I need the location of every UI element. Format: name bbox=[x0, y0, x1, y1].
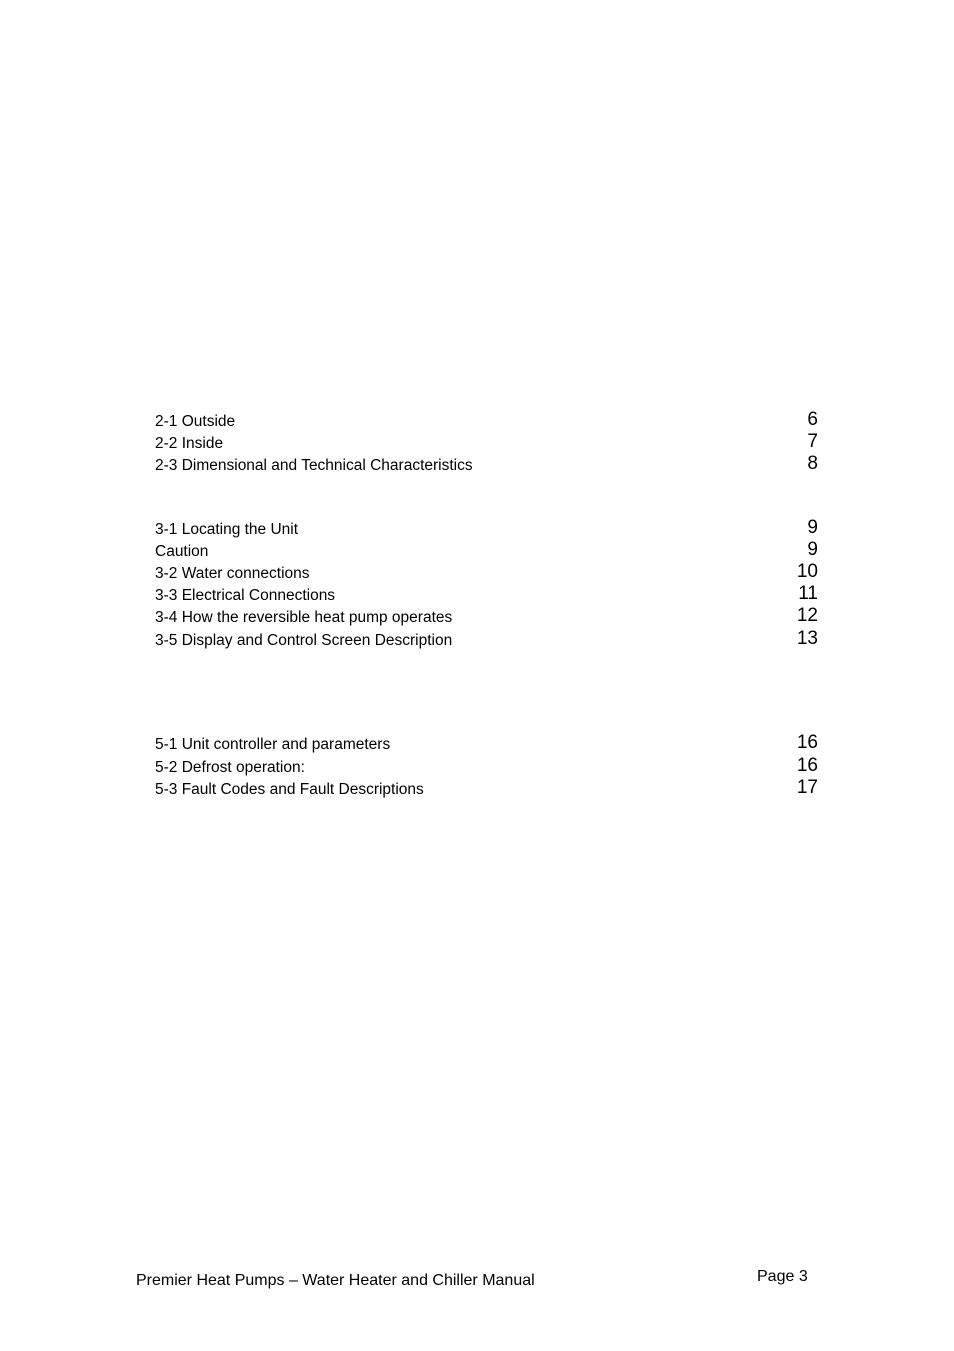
toc-entry-page: 10 bbox=[796, 561, 818, 582]
toc-entry[interactable] bbox=[155, 583, 818, 605]
footer-page-number: Page 3 bbox=[757, 1268, 808, 1285]
toc-entry-page: 13 bbox=[796, 628, 818, 649]
toc-entry-page: 7 bbox=[807, 431, 818, 452]
toc-entry-title: 3-2 Water connections bbox=[155, 565, 310, 582]
toc-entry-title: 3-5 Display and Control Screen Description bbox=[155, 632, 453, 649]
toc-entry[interactable] bbox=[155, 453, 818, 475]
toc-entry[interactable] bbox=[155, 605, 818, 627]
toc-entry-title: 5-2 Defrost operation: bbox=[155, 759, 305, 776]
toc-entry[interactable] bbox=[155, 431, 818, 453]
toc-entry-page: 11 bbox=[798, 583, 818, 604]
toc-entry-title: 3-3 Electrical Connections bbox=[155, 587, 336, 604]
toc-entry-page: 9 bbox=[807, 517, 818, 538]
toc-entry-title: Caution bbox=[155, 543, 209, 560]
toc-entry-title: 5-1 Unit controller and parameters bbox=[155, 736, 391, 753]
toc-entry-page: 16 bbox=[796, 732, 818, 753]
toc-entry-page: 17 bbox=[796, 777, 818, 798]
toc-entry-title: 3-1 Locating the Unit bbox=[155, 521, 299, 538]
toc-entry-title: 5-3 Fault Codes and Fault Descriptions bbox=[155, 781, 424, 798]
footer-document-title: Premier Heat Pumps – Water Heater and Chiller Manual bbox=[136, 1272, 535, 1289]
toc-entry[interactable] bbox=[155, 539, 818, 561]
toc-entry[interactable] bbox=[155, 517, 818, 539]
toc-entry-page: 12 bbox=[796, 605, 818, 626]
toc-entry-title: 2-1 Outside bbox=[155, 413, 236, 430]
toc-entry-title: 2-3 Dimensional and Technical Characteristics bbox=[155, 457, 473, 474]
toc-entry-title: 2-2 Inside bbox=[155, 435, 224, 452]
toc-entry[interactable] bbox=[155, 628, 818, 650]
toc-entry-page: 6 bbox=[807, 409, 818, 430]
toc-entry-title: 3-4 How the reversible heat pump operates bbox=[155, 609, 453, 626]
toc-entry-page: 16 bbox=[796, 755, 818, 776]
toc-entry-page: 8 bbox=[807, 453, 818, 474]
toc-entry[interactable] bbox=[155, 561, 818, 583]
toc-entry-page: 9 bbox=[807, 539, 818, 560]
toc-entry[interactable] bbox=[155, 732, 818, 754]
toc-entry[interactable] bbox=[155, 777, 818, 799]
toc-entry[interactable] bbox=[155, 409, 818, 431]
toc-entry[interactable] bbox=[155, 755, 818, 777]
